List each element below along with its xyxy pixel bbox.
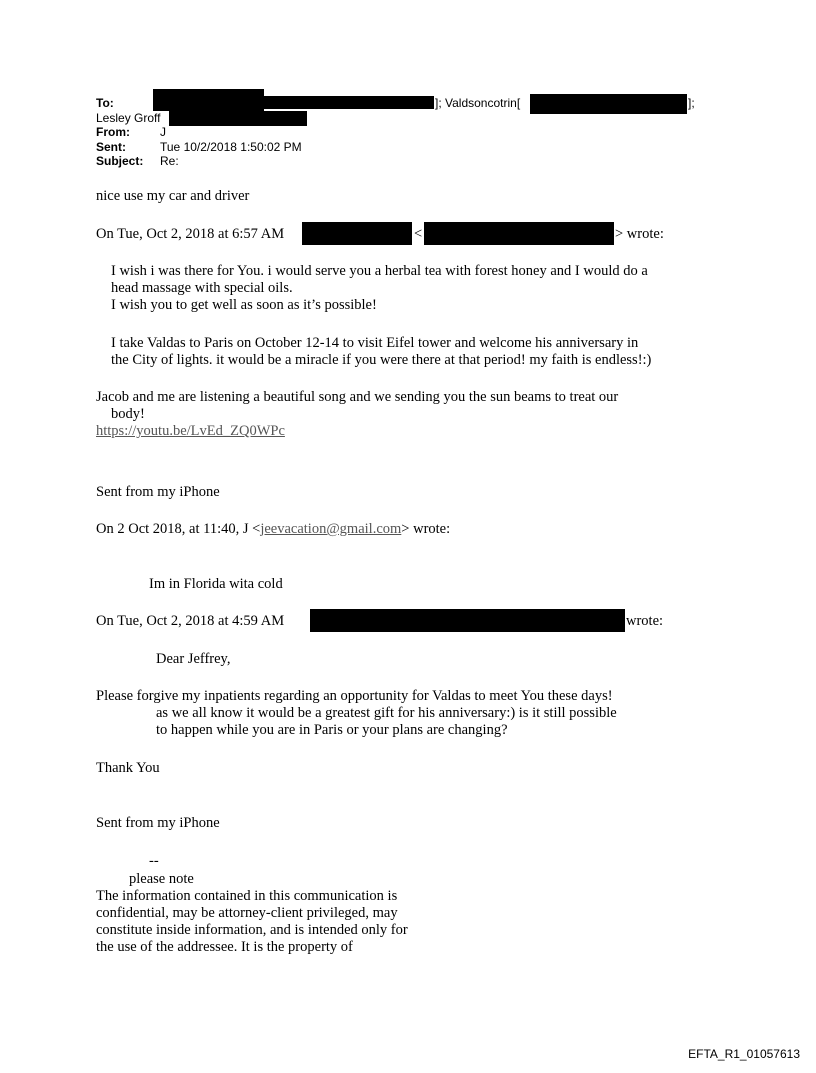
- quote3-attribution: On Tue, Oct 2, 2018 at 4:59 AM: [96, 613, 285, 629]
- subject-value: Re:: [160, 154, 179, 168]
- to-label: To:: [96, 96, 114, 110]
- bates-number: EFTA_R1_01057613: [688, 1047, 800, 1061]
- message-line: Please forgive my inpatients regarding an opportunity for Valdas to meet You these days!: [96, 688, 613, 704]
- youtube-link[interactable]: https://youtu.be/LvEd_ZQ0WPc: [96, 423, 285, 439]
- message-line: head massage with special oils.: [111, 280, 293, 296]
- disclaimer-line: constitute inside information, and is intended only for: [96, 922, 408, 938]
- signature-dash: --: [149, 853, 159, 869]
- disclaimer-line: confidential, may be attorney-client privileged, may: [96, 905, 398, 921]
- redaction-block: [302, 222, 412, 245]
- redaction-block: [530, 94, 687, 114]
- greeting: Dear Jeffrey,: [156, 651, 231, 667]
- email-link[interactable]: jeevacation@gmail.com: [260, 521, 402, 537]
- quote1-bracket: <: [414, 226, 423, 242]
- from-label: From:: [96, 125, 130, 139]
- thanks: Thank You: [96, 760, 160, 776]
- message-line: I take Valdas to Paris on October 12-14 to visit Eifel tower and welcome his anniversary in: [111, 335, 639, 351]
- message-line: I wish you to get well as soon as it’s possible!: [111, 297, 377, 313]
- signature-note: please note: [129, 871, 194, 887]
- redaction-block: [424, 222, 614, 245]
- message-line: Jacob and me are listening a beautiful song and we sending you the sun beams to treat our: [96, 389, 619, 405]
- message-line: the City of lights. it would be a miracle if you were there at that period! my faith is endless!:): [111, 352, 652, 368]
- sent-from-iphone: Sent from my iPhone: [96, 484, 220, 500]
- disclaimer-line: the use of the addressee. It is the property of: [96, 939, 353, 955]
- message-line: Im in Florida wita cold: [149, 576, 283, 592]
- quote3-wrote: wrote:: [626, 613, 664, 629]
- sent-label: Sent:: [96, 140, 126, 154]
- reply-text: nice use my car and driver: [96, 188, 250, 204]
- quote2-attribution: On 2 Oct 2018, at 11:40, J <jeevacation@gmail.com> wrote:: [96, 521, 451, 537]
- message-line: I wish i was there for You. i would serve you a herbal tea with forest honey and I would do a: [111, 263, 648, 279]
- to-recipient-line2: Lesley Groff: [96, 111, 161, 125]
- quote1-attribution: On Tue, Oct 2, 2018 at 6:57 AM: [96, 226, 285, 242]
- redaction-block: [169, 111, 307, 126]
- disclaimer-line: The information contained in this communication is: [96, 888, 398, 904]
- quote1-wrote: > wrote:: [615, 226, 664, 242]
- subject-label: Subject:: [96, 154, 144, 168]
- sent-from-iphone: Sent from my iPhone: [96, 815, 220, 831]
- redaction-block: [153, 89, 264, 111]
- to-recipients-text: ]; Valdsoncotrin[: [435, 96, 521, 110]
- sent-value: Tue 10/2/2018 1:50:02 PM: [160, 140, 302, 154]
- message-line: as we all know it would be a greatest gift for his anniversary:) is it still possible: [156, 705, 617, 721]
- message-line: to happen while you are in Paris or your plans are changing?: [156, 722, 508, 738]
- message-line: body!: [111, 406, 145, 422]
- to-recipients-end: ];: [688, 96, 695, 110]
- from-value: J: [160, 125, 166, 139]
- redaction-block: [264, 96, 434, 109]
- redaction-block: [310, 609, 625, 632]
